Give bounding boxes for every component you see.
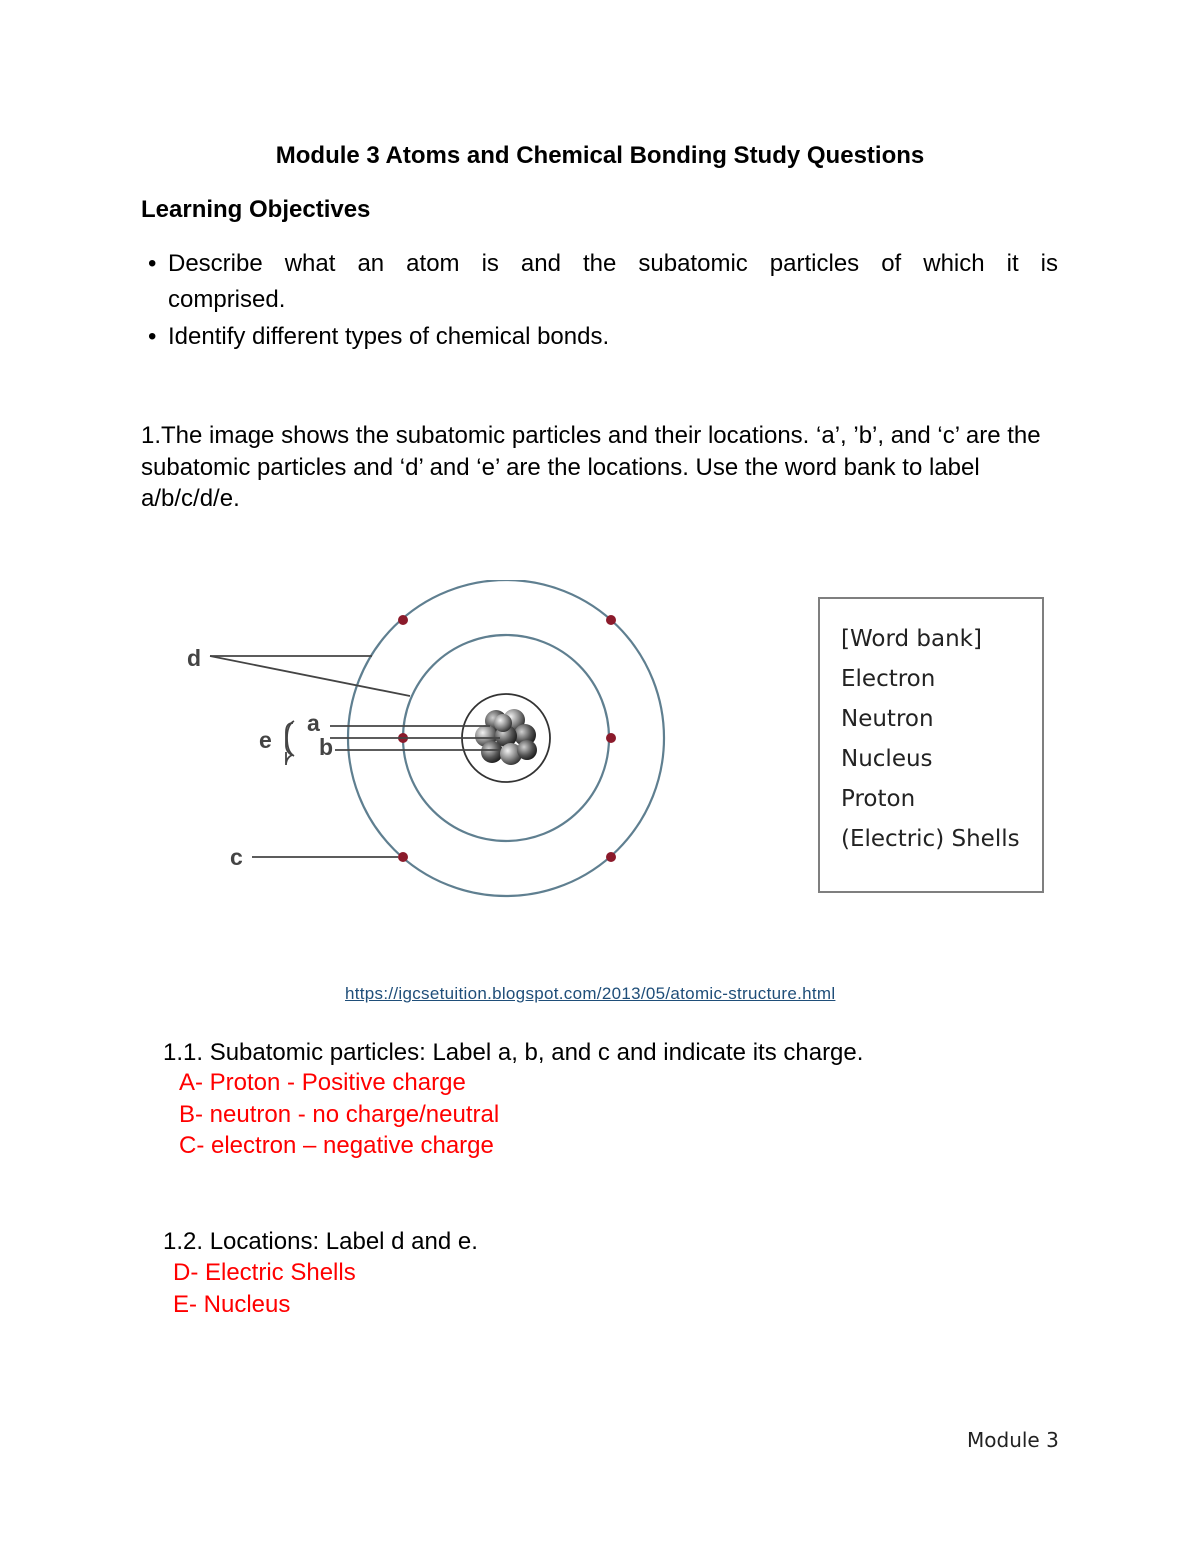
label-c: c [230,844,243,870]
label-b: b [319,734,334,760]
answer-b: B- neutron - no charge/neutral [179,1101,500,1128]
objective-text: Describe what an atom is and the subatomic particles of which it is [168,250,1058,277]
objective-text-continued: comprised. [168,286,286,313]
word-bank-item: Neutron [841,706,934,732]
question-1: 1.The image shows the subatomic particles and their locations. ‘a’, ’b’, and ‘c’ are the subatomic particles and ‘d’ and ‘e’ are the locations. Use the word bank to label a/b/c/d/e. [141,422,1041,512]
word-bank [818,597,1044,893]
electron [606,852,616,862]
electron [606,615,616,625]
document-title: Module 3 Atoms and Chemical Bonding Study Questions [275,142,925,169]
label-a: a [307,710,320,736]
objective-item [148,323,609,351]
word-bank-item: Nucleus [841,746,933,772]
objective-text: Identify different types of chemical bonds. [168,323,610,350]
answer-a: A- Proton - Positive charge [179,1069,466,1096]
answer-d: D- Electric Shells [173,1259,356,1286]
objectives-heading: Learning Objectives [141,196,371,223]
answer-c: C- electron – negative charge [179,1132,494,1159]
leader-lines [210,656,500,857]
label-d: d [187,645,202,671]
page-footer: Module 3 [967,1428,1059,1452]
answer-e: E- Nucleus [173,1291,291,1318]
word-bank-heading: [Word bank] [841,626,982,652]
source-link[interactable]: https://igcsetuition.blogspot.com/2013/05/atomic-structure.html [345,984,836,1003]
electron [398,615,408,625]
word-bank-item: (Electric) Shells [841,826,1020,852]
label-e: e [259,727,272,753]
electron [398,852,408,862]
atom-diagram [170,580,680,920]
word-bank-item: Electron [841,666,936,692]
bullet: • [148,323,157,350]
question-1-1: 1.1. Subatomic particles: Label a, b, and c and indicate its charge. [163,1039,864,1066]
question-1-2: 1.2. Locations: Label d and e. [163,1228,478,1255]
word-bank-item: Proton [841,786,916,812]
objective-item [148,250,1058,278]
electron [606,733,616,743]
bullet: • [148,250,157,277]
